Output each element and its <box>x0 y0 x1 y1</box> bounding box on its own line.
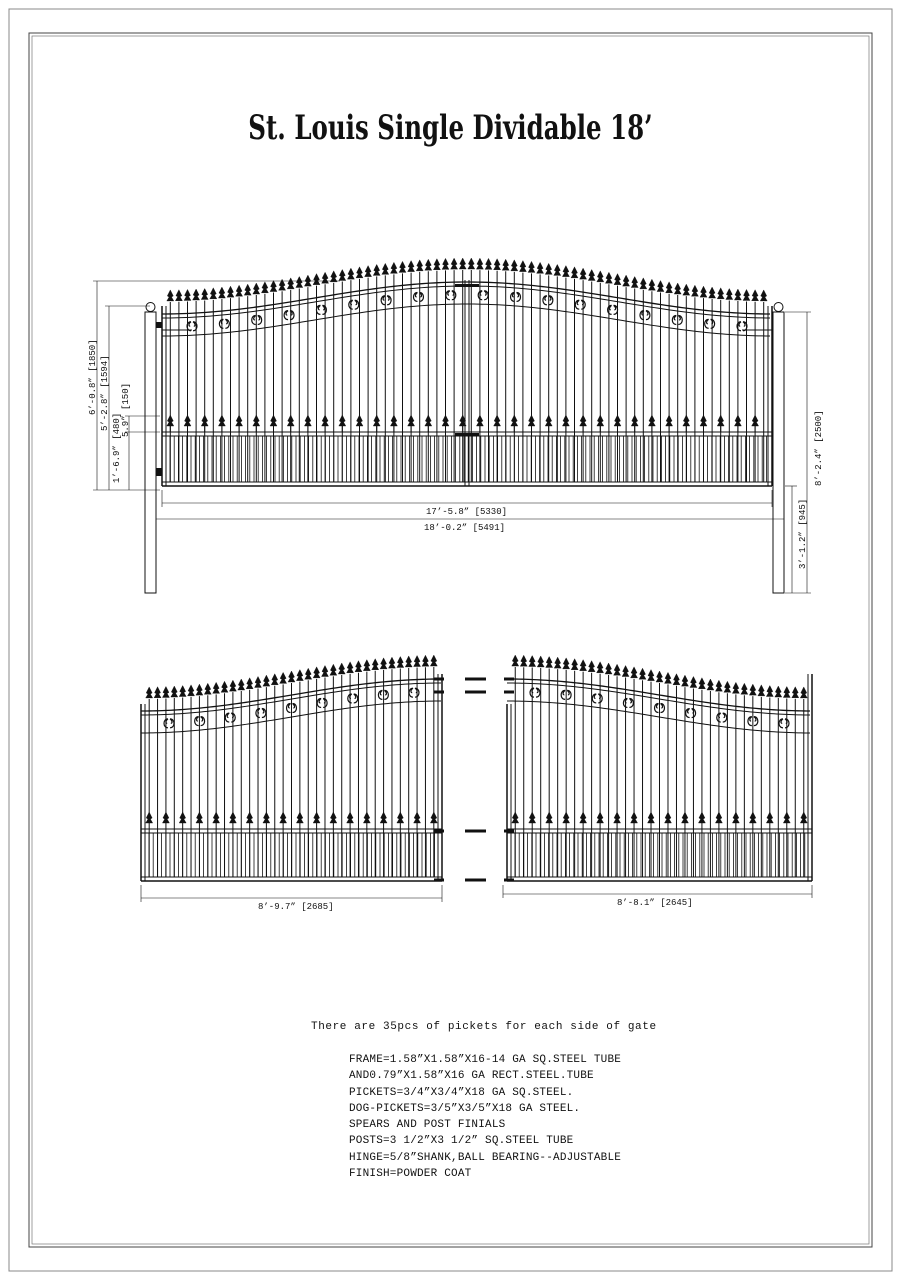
spear-finial <box>664 812 671 823</box>
spear-finial <box>580 415 587 426</box>
spear-finial <box>433 259 440 270</box>
spear-finial <box>476 258 483 269</box>
spear-finial <box>270 281 277 292</box>
spear-finial <box>792 687 799 698</box>
scroll-ornament <box>225 713 235 722</box>
scroll-ornament <box>623 698 633 707</box>
spear-finial <box>425 259 432 270</box>
spear-finial <box>715 812 722 823</box>
spear-finial <box>717 288 724 299</box>
spear-finial <box>442 415 449 426</box>
spear-finial <box>218 415 225 426</box>
spec-line: AND0.79”X1.58”X16 GA RECT.STEEL.TUBE <box>349 1070 594 1083</box>
spear-finial <box>749 684 756 695</box>
spear-finial <box>229 812 236 823</box>
scroll-ornament <box>575 300 585 309</box>
spear-finial <box>775 686 782 697</box>
spec-line: PICKETS=3/4”X3/4”X18 GA SQ.STEEL. <box>349 1086 574 1099</box>
spear-finial <box>597 662 604 673</box>
hinge-strap <box>504 879 514 882</box>
spear-finial <box>494 415 501 426</box>
spear-finial <box>204 683 211 694</box>
spear-finial <box>253 283 260 294</box>
hinge-strap <box>434 691 444 694</box>
scroll-ornament <box>530 688 540 697</box>
spear-finial <box>666 415 673 426</box>
right-post <box>773 312 784 593</box>
post-height-dimension: 8’-2.4” [2500] <box>814 410 824 486</box>
spear-finial <box>397 656 404 667</box>
spear-finial <box>146 687 153 698</box>
spear-finial <box>673 674 680 685</box>
spear-finial <box>726 288 733 299</box>
hinge-strap <box>465 879 486 882</box>
scroll-ornament <box>187 322 197 331</box>
spear-finial <box>296 276 303 287</box>
spear-finial <box>210 288 217 299</box>
left-gate-leaf <box>141 655 442 881</box>
spear-finial <box>167 415 174 426</box>
spec-line: HINGE=5/8”SHANK,BALL BEARING--ADJUSTABLE <box>349 1151 622 1164</box>
spear-finial <box>430 655 437 666</box>
spear-finial <box>167 290 174 301</box>
spear-finial <box>674 283 681 294</box>
spear-finial <box>554 264 561 275</box>
spear-finial <box>339 415 346 426</box>
spear-finial <box>382 263 389 274</box>
spec-line: DOG-PICKETS=3/5”X3/5”X18 GA STEEL. <box>349 1102 581 1115</box>
spear-finial <box>766 812 773 823</box>
spear-finial <box>263 675 270 686</box>
spear-finial <box>545 415 552 426</box>
spear-finial <box>408 261 415 272</box>
spear-finial <box>783 812 790 823</box>
spear-finial <box>734 289 741 300</box>
spear-finial <box>322 415 329 426</box>
left-post <box>145 312 156 593</box>
spear-finial <box>459 258 466 269</box>
spear-finial <box>588 269 595 280</box>
spear-finial <box>512 655 519 666</box>
top-arch-rail <box>507 683 810 715</box>
spear-finial <box>681 812 688 823</box>
spear-finial <box>193 289 200 300</box>
spear-finial <box>562 266 569 277</box>
spear-finial <box>347 662 354 673</box>
center-latch <box>455 284 479 287</box>
spear-finial <box>330 812 337 823</box>
spear-finial <box>255 676 262 687</box>
spear-finial <box>734 415 741 426</box>
post-below-dimension: 3’-1.2” [945] <box>798 498 808 569</box>
spear-finial <box>355 661 362 672</box>
scroll-ornament <box>543 296 553 305</box>
height-spear-dimension: 5.9” [150] <box>121 382 131 437</box>
spec-line: FINISH=POWDER COAT <box>349 1168 472 1181</box>
spear-finial <box>451 258 458 269</box>
spear-finial <box>571 267 578 278</box>
hinge-strap <box>434 678 444 681</box>
spear-finial <box>322 272 329 283</box>
spear-finial <box>196 684 203 695</box>
pickets-note: There are 35pcs of pickets for each side of gate <box>311 1021 657 1033</box>
spear-finial <box>732 682 739 693</box>
scroll-ornament <box>348 694 358 703</box>
spear-finial <box>213 682 220 693</box>
spear-finial <box>313 812 320 823</box>
spear-finial <box>698 812 705 823</box>
spear-finial <box>236 415 243 426</box>
spear-finial <box>485 258 492 269</box>
spear-finial <box>380 658 387 669</box>
spear-finial <box>287 278 294 289</box>
spear-finial <box>605 663 612 674</box>
spear-finial <box>664 672 671 683</box>
spear-finial <box>305 668 312 679</box>
spear-finial <box>442 258 449 269</box>
spear-finial <box>288 671 295 682</box>
spear-finial <box>171 686 178 697</box>
spear-finial <box>622 666 629 677</box>
spear-finial <box>399 261 406 272</box>
spear-finial <box>520 655 527 666</box>
spear-finial <box>800 687 807 698</box>
spear-finial <box>511 415 518 426</box>
spear-finial <box>605 272 612 283</box>
spear-finial <box>184 415 191 426</box>
spear-finial <box>766 686 773 697</box>
spear-finial <box>666 282 673 293</box>
scroll-ornament <box>256 709 266 718</box>
right-gate-leaf <box>434 655 812 881</box>
spear-finial <box>280 672 287 683</box>
spear-finial <box>236 285 243 296</box>
spec-line: FRAME=1.58”X1.58”X16-14 GA SQ.STEEL TUBE <box>349 1054 622 1066</box>
spear-finial <box>313 274 320 285</box>
spear-finial <box>528 415 535 426</box>
spear-finial <box>563 658 570 669</box>
spear-finial <box>347 812 354 823</box>
spear-finial <box>468 258 475 269</box>
spear-finial <box>546 812 553 823</box>
spear-finial <box>338 663 345 674</box>
spear-finial <box>270 415 277 426</box>
height-total-dimension: 6’-0.8” [1850] <box>88 339 98 415</box>
hinge-strap <box>434 830 444 833</box>
spear-finial <box>529 656 536 667</box>
spear-finial <box>416 260 423 271</box>
spear-finial <box>648 279 655 290</box>
spear-finial <box>363 812 370 823</box>
spear-finial <box>597 812 604 823</box>
spear-finial <box>537 656 544 667</box>
spear-finial <box>724 681 731 692</box>
spear-finial <box>752 290 759 301</box>
spear-finial <box>430 812 437 823</box>
spear-finial <box>597 415 604 426</box>
lower-arch-rail <box>162 304 770 336</box>
spear-finial <box>683 284 690 295</box>
spear-finial <box>196 812 203 823</box>
spear-finial <box>597 271 604 282</box>
spear-finial <box>246 678 253 689</box>
spear-finial <box>422 655 429 666</box>
spear-finial <box>313 667 320 678</box>
spear-finial <box>238 679 245 690</box>
scroll-ornament <box>640 311 650 320</box>
spear-finial <box>373 415 380 426</box>
spear-finial <box>639 668 646 679</box>
spear-finial <box>146 812 153 823</box>
full-gate-elevation <box>145 258 784 593</box>
spear-finial <box>741 683 748 694</box>
lower-arch-rail <box>507 701 810 733</box>
center-latch <box>455 433 479 436</box>
scroll-ornament <box>317 698 327 707</box>
dimension-lines <box>93 281 812 902</box>
spear-finial <box>743 289 750 300</box>
gate-width-dimension: 17’-5.8” [5330] <box>426 507 508 517</box>
spear-finial <box>681 675 688 686</box>
spear-finial <box>321 666 328 677</box>
spear-finial <box>580 268 587 279</box>
scroll-ornament <box>737 322 747 331</box>
spear-finial <box>529 812 536 823</box>
spear-finial <box>363 660 370 671</box>
spear-finial <box>683 415 690 426</box>
spear-finial <box>546 656 553 667</box>
hinge-strap <box>504 691 514 694</box>
hinge <box>156 468 162 476</box>
spear-finial <box>502 259 509 270</box>
spear-finial <box>339 269 346 280</box>
spear-finial <box>213 812 220 823</box>
material-specs <box>349 1052 621 1182</box>
spear-finial <box>365 266 372 277</box>
drawing-title: St. Louis Single Dividable 18’ <box>248 108 653 148</box>
scroll-ornament <box>717 713 727 722</box>
scroll-ornament <box>381 296 391 305</box>
spear-finial <box>390 415 397 426</box>
spear-finial <box>372 659 379 670</box>
scroll-ornament <box>779 719 789 728</box>
spear-finial <box>261 282 268 293</box>
spear-finial <box>227 286 234 297</box>
spear-finial <box>571 659 578 670</box>
height-bottom-dimension: 1’-6.9” [480] <box>112 412 122 483</box>
spear-finial <box>562 415 569 426</box>
hinge-strap <box>504 830 514 833</box>
spear-finial <box>631 667 638 678</box>
right-leaf-width-dimension: 8’-8.1” [2645] <box>617 898 693 908</box>
spear-finial <box>640 278 647 289</box>
spear-finial <box>271 674 278 685</box>
scroll-ornament <box>511 292 521 301</box>
spear-finial <box>162 812 169 823</box>
spear-finial <box>519 261 526 272</box>
hinge-strap <box>465 691 486 694</box>
spear-finial <box>347 268 354 279</box>
spear-finial <box>188 685 195 696</box>
spear-finial <box>414 812 421 823</box>
post-cap <box>146 303 155 312</box>
scroll-ornament <box>284 311 294 320</box>
post-cap <box>774 303 783 312</box>
spear-finial <box>494 259 501 270</box>
scroll-ornament <box>349 300 359 309</box>
spear-finial <box>800 812 807 823</box>
scroll-ornament <box>219 319 229 328</box>
spear-finial <box>554 657 561 668</box>
spear-finial <box>709 287 716 298</box>
spear-finial <box>330 271 337 282</box>
spear-finial <box>752 415 759 426</box>
spear-finial <box>512 812 519 823</box>
spear-finial <box>648 670 655 681</box>
spear-finial <box>179 812 186 823</box>
spear-finial <box>408 415 415 426</box>
spear-finial <box>545 263 552 274</box>
spear-finial <box>631 812 638 823</box>
spear-finial <box>631 415 638 426</box>
spear-finial <box>405 656 412 667</box>
spear-finial <box>537 262 544 273</box>
spear-finial <box>760 290 767 301</box>
spear-finial <box>783 686 790 697</box>
spear-finial <box>698 678 705 689</box>
hinge-strap <box>465 830 486 833</box>
spear-finial <box>218 287 225 298</box>
spear-finial <box>304 275 311 286</box>
scroll-ornament <box>592 694 602 703</box>
spear-finial <box>700 415 707 426</box>
spear-finial <box>304 415 311 426</box>
spec-line: SPEARS AND POST FINIALS <box>349 1119 506 1132</box>
spear-finial <box>623 275 630 286</box>
spear-finial <box>246 812 253 823</box>
spear-finial <box>287 415 294 426</box>
hinge-strap <box>504 678 514 681</box>
spear-finial <box>614 274 621 285</box>
spear-finial <box>380 812 387 823</box>
spear-finial <box>179 686 186 697</box>
spear-finial <box>296 670 303 681</box>
spear-finial <box>356 415 363 426</box>
spear-finial <box>280 812 287 823</box>
spear-finial <box>614 664 621 675</box>
spear-finial <box>717 415 724 426</box>
hinge-strap <box>465 678 486 681</box>
spear-finial <box>648 415 655 426</box>
left-leaf-width-dimension: 8’-9.7” [2685] <box>258 902 334 912</box>
spear-finial <box>296 812 303 823</box>
spear-finial <box>201 415 208 426</box>
scroll-ornament <box>705 319 715 328</box>
spear-finial <box>614 415 621 426</box>
spear-finial <box>175 290 182 301</box>
spear-finial <box>330 664 337 675</box>
spear-finial <box>244 284 251 295</box>
spec-line: POSTS=3 1/2”X3 1/2” SQ.STEEL TUBE <box>349 1135 574 1148</box>
spear-finial <box>588 661 595 672</box>
spear-finial <box>388 657 395 668</box>
spear-finial <box>563 812 570 823</box>
spear-finial <box>691 285 698 296</box>
spear-finial <box>758 685 765 696</box>
spear-finial <box>414 656 421 667</box>
spear-finial <box>154 687 161 698</box>
scroll-ornament <box>413 292 423 301</box>
spear-finial <box>390 262 397 273</box>
spear-finial <box>511 260 518 271</box>
spear-finial <box>580 812 587 823</box>
spear-finial <box>356 267 363 278</box>
spear-finial <box>201 288 208 299</box>
spear-finial <box>732 812 739 823</box>
spear-finial <box>476 415 483 426</box>
spear-finial <box>425 415 432 426</box>
spear-finial <box>253 415 260 426</box>
spear-finial <box>162 686 169 697</box>
spear-finial <box>648 812 655 823</box>
spear-finial <box>184 289 191 300</box>
spear-finial <box>749 812 756 823</box>
spear-finial <box>656 671 663 682</box>
spear-finial <box>528 261 535 272</box>
spear-finial <box>397 812 404 823</box>
spear-finial <box>221 681 228 692</box>
spear-finial <box>373 264 380 275</box>
spear-finial <box>631 276 638 287</box>
spear-finial <box>580 660 587 671</box>
height-mid-dimension: 5’-2.8” [1594] <box>100 355 110 431</box>
spear-finial <box>690 676 697 687</box>
overall-width-dimension: 18’-0.2” [5491] <box>424 523 506 533</box>
spear-finial <box>263 812 270 823</box>
scroll-ornament <box>686 709 696 718</box>
spear-finial <box>700 286 707 297</box>
spear-finial <box>614 812 621 823</box>
hinge <box>156 322 162 328</box>
spear-finial <box>707 679 714 690</box>
spear-finial <box>229 680 236 691</box>
hinge-strap <box>434 879 444 882</box>
spear-finial <box>657 281 664 292</box>
spear-finial <box>715 680 722 691</box>
